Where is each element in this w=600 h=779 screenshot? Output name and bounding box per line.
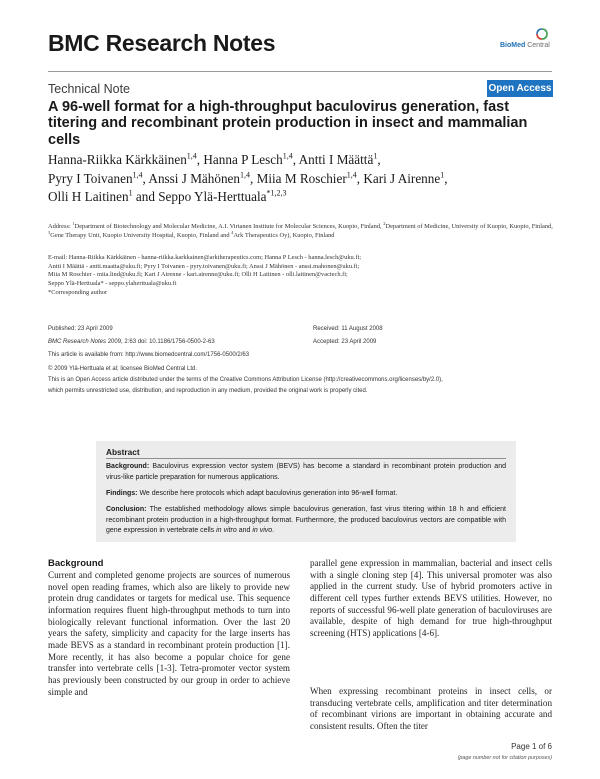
abstract-background bbox=[106, 462, 506, 483]
author-affiliation: 1 bbox=[373, 151, 378, 161]
abstract-background-text: Baculovirus expression vector system (BEVS) has become a standard in recombinant protein production and virus-like particle preparation for numerous applications. bbox=[106, 463, 506, 481]
citation-journal: BMC Research Notes bbox=[48, 339, 107, 345]
license-line-1[interactable]: This is an Open Access article distributed under the terms of the Creative Commons Attribution License (http://creativecommons.org/licenses/by/2.0), bbox=[48, 377, 443, 383]
author-address: Address: $^1$Department of Biotechnology and Molecular Medicine, A.I. Virtanen Institute for Molecular Sciences, Kuopio, Finland, $^2$Department of Medicine, University of Kuopio, Kuopio, Finland, $^3$Gene Therapy Unit, Kuopio University Hospital, Kuopio, Finland and $^4$Ark Therapeutics Oy), Kuopio, Finland bbox=[48, 220, 553, 239]
page-number: Page 1 of 6 bbox=[511, 742, 552, 751]
author-name: Seppo Ylä-Herttuala bbox=[158, 189, 267, 204]
logo-central: Central bbox=[527, 42, 550, 49]
header-rule bbox=[48, 71, 552, 72]
author-affiliation: 1,4 bbox=[132, 170, 143, 180]
published-date: Published: 23 April 2009 bbox=[48, 326, 113, 332]
background-heading: Background bbox=[48, 558, 104, 569]
affiliation-3: Gene Therapy Unit, Kuopio University Hospital, Kuopio, Finland and bbox=[50, 231, 232, 239]
email-line[interactable]: Miia M Roschier - miia.lind@uku.fi; Kari J Airenne - kari.airenne@uku.fi; Olli H Laitinen - olli.laitinen@vactech.fi; bbox=[48, 271, 348, 279]
abstract-rule bbox=[106, 458, 506, 459]
author-affiliation: 1 bbox=[440, 170, 445, 180]
logo-med: Med bbox=[511, 42, 526, 49]
body-column-2-para-2: When expressing recombinant proteins in insect cells, or transducing vertebrate cells, amplification and titer determination of recombinant virions are important in obtaining accurate and consistent results. Often the titer bbox=[310, 686, 552, 731]
author-emails bbox=[48, 254, 553, 298]
address-label: Address: bbox=[48, 223, 73, 230]
author-affiliation: 1,4 bbox=[346, 170, 357, 180]
biomed-logo-icon bbox=[536, 28, 548, 40]
abstract-heading: Abstract bbox=[106, 447, 140, 457]
copyright: © 2009 Ylä-Herttuala et al; licensee BioMed Central Ltd. bbox=[48, 366, 198, 372]
article-title: A 96-well format for a high-throughput baculovirus generation, fast titering and recombinant protein production in insect and mammalian cells bbox=[48, 99, 528, 148]
open-access-badge[interactable]: Open Access bbox=[487, 80, 553, 97]
affiliation-4: Ark Therapeutics Oy), Kuopio, Finland bbox=[233, 231, 335, 239]
author-affiliation: *1,2,3 bbox=[266, 188, 287, 198]
abstract-in-vivo: in vivo bbox=[252, 527, 273, 535]
abstract-findings-text: We describe here protocols which adapt baculovirus generation into 96-well format. bbox=[137, 490, 398, 497]
abstract-conclusion bbox=[106, 505, 506, 537]
author-name: Anssi J Mähönen bbox=[148, 170, 241, 186]
abstract-and: and bbox=[236, 527, 253, 535]
email-line[interactable]: Antti I Määttä - antti.maatta@uku.fi; Pyry I Toivanen - pyry.toivanen@uku.fi; Anssi J Mähönen - anssi.mahonen@uku.fi; bbox=[48, 262, 360, 270]
abstract-end: . bbox=[272, 527, 275, 535]
accepted-date: Accepted: 23 April 2009 bbox=[313, 339, 377, 345]
author-name: Antti I Määttä bbox=[298, 152, 374, 167]
abstract-findings bbox=[106, 489, 506, 500]
article-type: Technical Note bbox=[48, 82, 130, 96]
abstract-findings-label: Findings: bbox=[106, 490, 138, 497]
page-number-note: (page number not for citation purposes) bbox=[457, 755, 552, 761]
abstract-background-label: Background: bbox=[106, 463, 150, 470]
author-affiliation: 1 bbox=[128, 188, 133, 198]
author-list: Hanna-Riikka Kärkkäinen$^{1,4}$, Hanna P Lesch$^{1,4}$, Antti I Määttä$^1$, Pyry I Toivanen$^{1,4}$, Anssi J Mähönen$^{1,4}$, Miia M Roschier$^{1,4}$, Kari J Airenne$^1$, Olli H Laitinen$^1$ and Seppo Ylä-Herttuala$^{*1,2,3}$ bbox=[48, 151, 448, 204]
abstract-conclusion-label: Conclusion: bbox=[106, 506, 147, 513]
body-column-1: Current and completed genome projects are sources of numerous novel open reading frames, which also are likely to provide new protein drug candidates or targets for medical use. This sequence information requires fluent high-throughput methods to turn into biologically relevant functional information. Over the last 20 years the safety, simplicity and capacity for the large inserts has made BEVS as a standard in recombinant protein production [1]. More recently, it has also become a popular choice for gene transfer into vertebrate cells [1-3]. Tetra-promoter vector system has previously been constructed by our group in order to achieve simple and bbox=[48, 570, 290, 697]
corresponding-author-note: *Corresponding author bbox=[48, 288, 108, 296]
citation bbox=[48, 339, 215, 345]
author-name: Hanna-Riikka Kärkkäinen bbox=[48, 152, 187, 167]
received-date: Received: 11 August 2008 bbox=[313, 326, 383, 332]
email-line[interactable]: Seppo Ylä-Herttuala* - seppo.ylaherttuala@uku.fi bbox=[48, 280, 177, 288]
author-name: Pyry I Toivanen bbox=[48, 170, 133, 186]
abstract-in-vitro: in vitro bbox=[216, 527, 237, 535]
abstract-conclusion-text: The established methodology allows simple baculovirus generation, fast virus titering within 18 h and efficient recombinant protein production in a high-throughput format. Furthermore, the produced baculovirus vectors are compatible with gene expression in vertebrate cells bbox=[106, 506, 506, 535]
affiliation-1: Department of Biotechnology and Molecular Medicine, A.I. Virtanen Institute for Molecular Sciences, Kuopio, Finland, bbox=[74, 223, 384, 230]
logo-bio: Bio bbox=[500, 42, 512, 49]
author-name: Miia M Roschier bbox=[256, 170, 347, 186]
body-column-2-para-1: parallel gene expression in mammalian, bacterial and insect cells with a single cloning step [4]. This universal promoter was also applied in the current study. Use of hybrid promoters active in different cell types further extends BEVS utilities. However, no reports of successful 96-well plate generation of baculoviruses are available, despite of high demand for true high-throughput screening (HTS) applications [4-6]. bbox=[310, 558, 552, 638]
journal-title: BMC Research Notes bbox=[48, 30, 276, 56]
author-name: Kari J Airenne bbox=[363, 170, 441, 186]
availability-link[interactable]: This article is available from: http://www.biomedcentral.com/1756-0500/2/63 bbox=[48, 352, 250, 358]
email-line[interactable]: E-mail: Hanna-Riikka Kärkkäinen - hanna-riikka.karkkainen@arktherapeutics.com; Hanna P Lesch - hanna.lesch@uku.fi; bbox=[48, 254, 362, 261]
author-affiliation: 1,4 bbox=[282, 151, 293, 161]
publisher-logo bbox=[500, 34, 560, 50]
author-affiliation: 1,4 bbox=[186, 151, 197, 161]
citation-details: 2009, 2:63 doi: 10.1186/1756-0500-2-63 bbox=[106, 339, 215, 345]
author-name: Olli H Laitinen bbox=[48, 189, 129, 204]
affiliation-2: Department of Medicine, University of Kuopio, Kuopio, Finland, bbox=[385, 223, 553, 230]
author-affiliation: 1,4 bbox=[240, 170, 251, 180]
license-line-2: which permits unrestricted use, distribution, and reproduction in any medium, provided the original work is properly cited. bbox=[48, 388, 368, 394]
author-name: Hanna P Lesch bbox=[203, 152, 283, 167]
